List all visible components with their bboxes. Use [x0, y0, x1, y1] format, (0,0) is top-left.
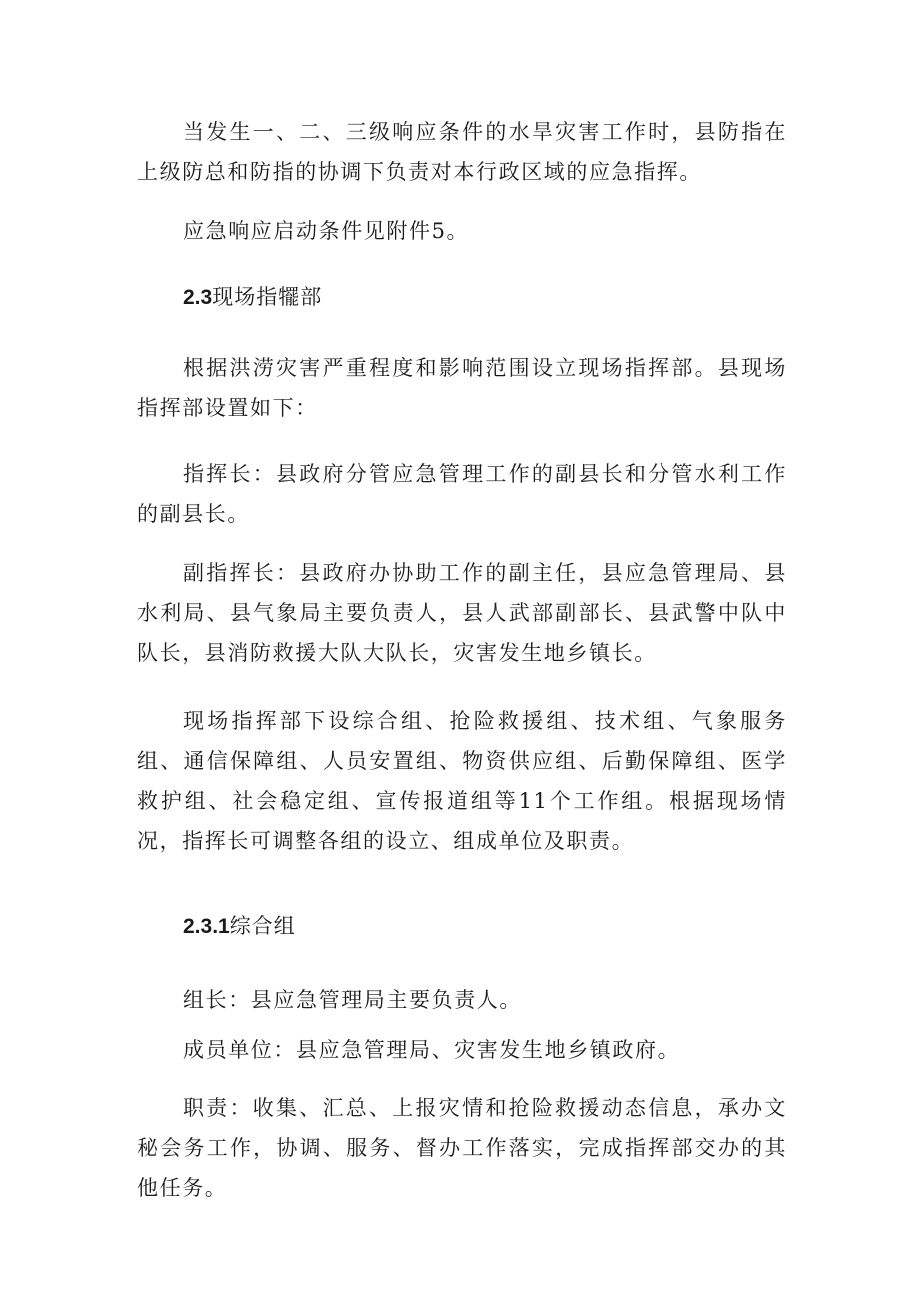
section-heading-2-3-1: [183, 906, 296, 947]
paragraph-field-command-setup: 根据洪涝灾害严重程度和影响范围设立现场指挥部。县现场指挥部设置如下：: [137, 356, 787, 420]
paragraph-deputy-commander: 副指挥长：县政府办协助工作的副主任，县应急管理局、县水利局、县气象局主要负责人，县人武部副部长、县武警中队中队长，县消防救援大队大队长，灾害发生地乡镇长。: [137, 561, 787, 665]
section-number: 2.3: [183, 286, 213, 309]
section-title: 现场指犤部: [212, 285, 323, 309]
paragraph-member-units: 成员单位：县应急管理局、灾害发生地乡镇政府。: [183, 1038, 681, 1062]
paragraph-working-groups: 现场指挥部下设综合组、抢险救援组、技术组、气象服务组、通信保障组、人员安置组、物资供应组、后勤保障组、医学救护组、社会稳定组、宣传报道组等11个工作组。根据现场情况，指挥长可调整各组的设立、组成单位及职责。: [137, 709, 787, 853]
section-title: 综合组: [229, 914, 296, 938]
paragraph-duties: 职责：收集、汇总、上报灾情和抢险救援动态信息，承办文秘会务工作，协调、服务、督办工作落实，完成指挥部交办的其他任务。: [137, 1096, 787, 1200]
paragraph-response-conditions: 应急响应启动条件见附件5。: [183, 219, 470, 243]
paragraph-commander: 指挥长：县政府分管应急管理工作的副县长和分管水利工作的副县长。: [137, 462, 787, 526]
section-number: 2.3.1: [183, 915, 230, 938]
paragraph-group-leader: 组长：县应急管理局主要负责人。: [183, 988, 522, 1012]
section-heading-2-3: [183, 277, 322, 318]
paragraph-response-levels: 当发生一、二、三级响应条件的水旱灾害工作时，县防指在上级防总和防指的协调下负责对本行政区域的应急指挥。: [137, 120, 787, 184]
